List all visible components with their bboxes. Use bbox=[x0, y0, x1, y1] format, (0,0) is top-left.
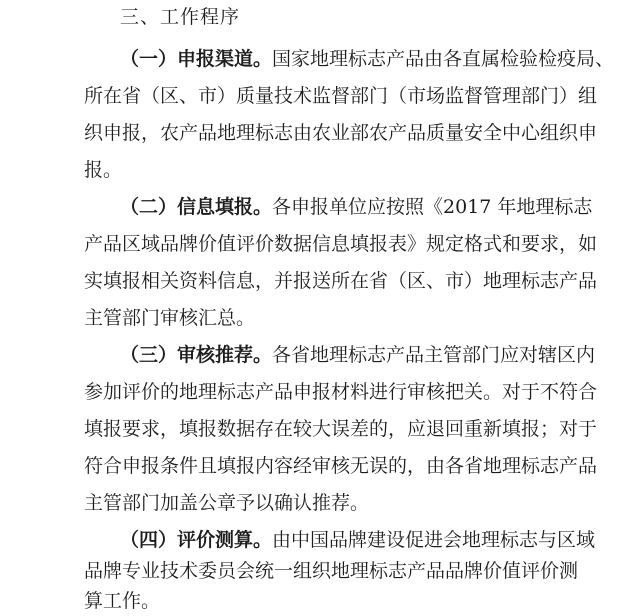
paragraph-4-first-line bbox=[120, 525, 595, 555]
paragraph-1-line-4: 报。 bbox=[84, 159, 123, 181]
paragraph-1-line-2: 所在省（区、市）质量技术监督部门（市场监督管理部门）组 bbox=[84, 85, 598, 107]
paragraph-4-line-1: 由中国品牌建设促进会地理标志与区域 bbox=[272, 529, 596, 551]
paragraph-2-line-2: 产品区域品牌价值评价数据信息填报表》规定格式和要求，如 bbox=[84, 233, 598, 255]
paragraph-3-line-1: 各省地理标志产品主管部门应对辖区内 bbox=[272, 344, 596, 366]
paragraph-2-lead: （二）信息填报。 bbox=[120, 196, 273, 218]
paragraph-2-line-3: 实填报相关资料信息，并报送所在省（区、市）地理标志产品 bbox=[84, 270, 598, 292]
paragraph-1-lead: （一）申报渠道。 bbox=[120, 48, 273, 70]
section-heading: 三、工作程序 bbox=[120, 6, 241, 28]
paragraph-2-line-1: 各申报单位应按照《2017 年地理标志 bbox=[272, 196, 593, 218]
paragraph-3-line-3: 填报要求，填报数据存在较大误差的，应退回重新填报；对于 bbox=[84, 418, 598, 440]
paragraph-3-first-line bbox=[120, 340, 595, 370]
paragraph-1-line-1: 国家地理标志产品由各直属检验检疫局、 bbox=[272, 48, 615, 70]
paragraph-3-line-4: 符合申报条件且填报内容经审核无误的，由各省地理标志产品 bbox=[84, 455, 598, 477]
paragraph-2-line-4: 主管部门审核汇总。 bbox=[84, 307, 256, 329]
paragraph-3-line-5: 主管部门加盖公章予以确认推荐。 bbox=[84, 492, 370, 514]
paragraph-1-first-line bbox=[120, 44, 614, 74]
paragraph-2-first-line bbox=[120, 192, 592, 222]
paragraph-1-line-3: 织申报，农产品地理标志由农业部农产品质量安全中心组织申 bbox=[84, 122, 598, 144]
paragraph-4-lead: （四）评价测算。 bbox=[120, 529, 273, 551]
paragraph-3-lead: （三）审核推荐。 bbox=[120, 344, 273, 366]
paragraph-4-line-3: 算工作。 bbox=[84, 590, 161, 612]
paragraph-3-line-2: 参加评价的地理标志产品申报材料进行审核把关。对于不符合 bbox=[84, 381, 598, 403]
paragraph-4-line-2: 品牌专业技术委员会统一组织地理标志产品品牌价值评价测 bbox=[84, 560, 579, 582]
